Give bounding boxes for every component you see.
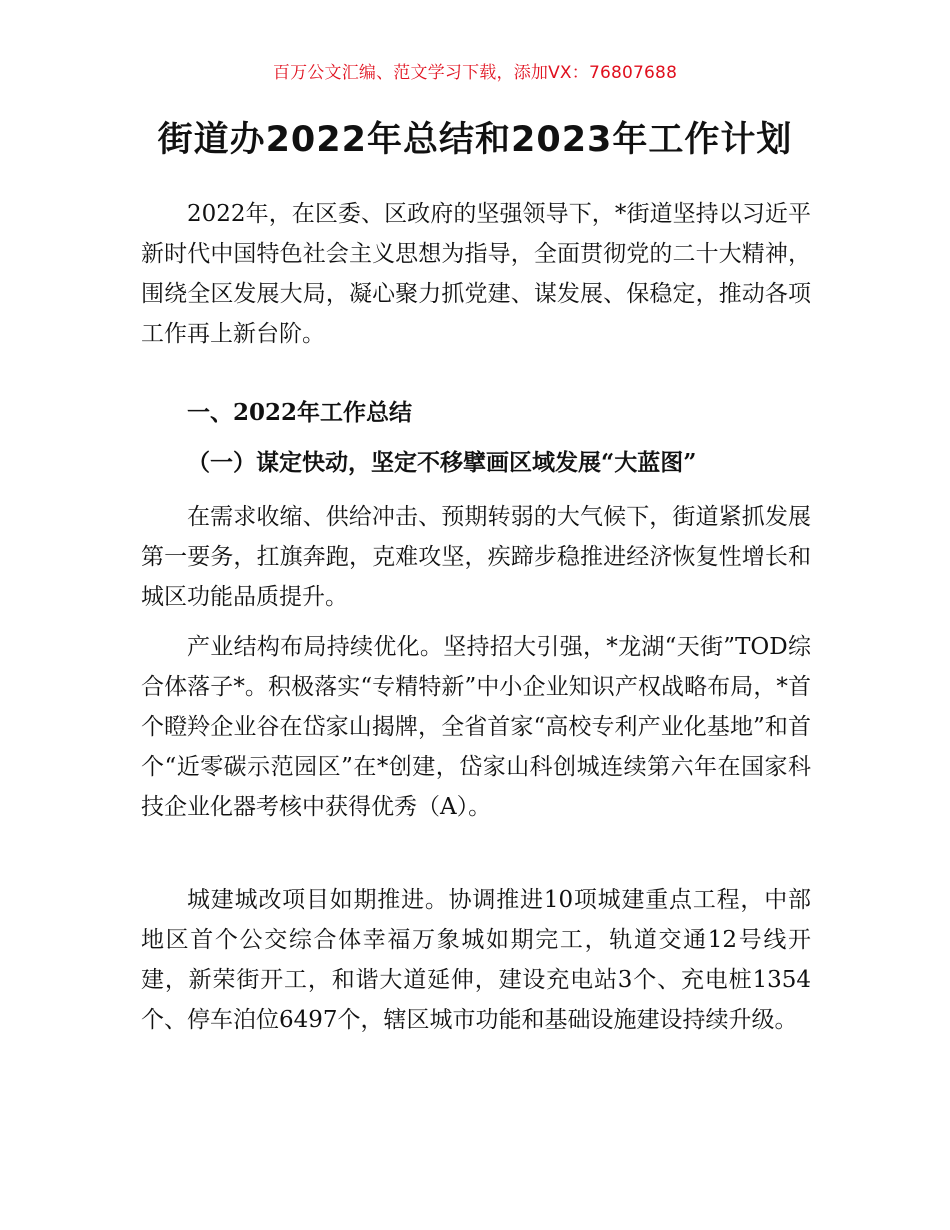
body-paragraph-1: 在需求收缩、供给冲击、预期转弱的大气候下，街道紧抓发展第一要务，扛旗奔跑，克难攻坚，疾蹄步稳推进经济恢复性增长和城区功能品质提升。 — [141, 504, 811, 610]
paragraph-block-3 — [141, 880, 811, 1040]
subsection-heading-1: （一）谋定快动，坚定不移擘画区域发展“大蓝图” — [187, 449, 697, 476]
subsection-heading-block — [141, 443, 811, 483]
watermark-banner: 百万公文汇编、范文学习下载，添加VX：76807688 — [272, 63, 678, 83]
body-paragraph-3: 城建城改项目如期推进。协调推进10项城建重点工程，中部地区首个公交综合体幸福万象城如期完工，轨道交通12号线开建，新荣街开工，和谐大道延伸，建设充电站3个、充电桩1354个、停车泊位6497个，辖区城市功能和基础设施建设持续升级。 — [141, 887, 811, 1033]
intro-paragraph-block — [141, 194, 811, 354]
intro-paragraph: 2022年，在区委、区政府的坚强领导下，*街道坚持以习近平新时代中国特色社会主义思想为指导，全面贯彻党的二十大精神，围绕全区发展大局，凝心聚力抓党建、谋发展、保稳定，推动各项工作再上新台阶。 — [141, 201, 811, 347]
paragraph-block-2 — [141, 627, 811, 827]
body-paragraph-2: 产业结构布局持续优化。坚持招大引强，*龙湖“天街”TOD综合体落子*。积极落实“专精特新”中小企业知识产权战略布局，*首个瞪羚企业谷在岱家山揭牌，全省首家“高校专利产业化基地”和首个“近零碳示范园区”在*创建，岱家山科创城连续第六年在国家科技企业化器考核中获得优秀（A）。 — [141, 634, 811, 820]
section-heading-1: 一、2022年工作总结 — [187, 399, 413, 426]
section-heading-block — [141, 393, 811, 433]
paragraph-block-1 — [141, 497, 811, 617]
page-title: 街道办2022年总结和2023年工作计划 — [157, 120, 793, 160]
